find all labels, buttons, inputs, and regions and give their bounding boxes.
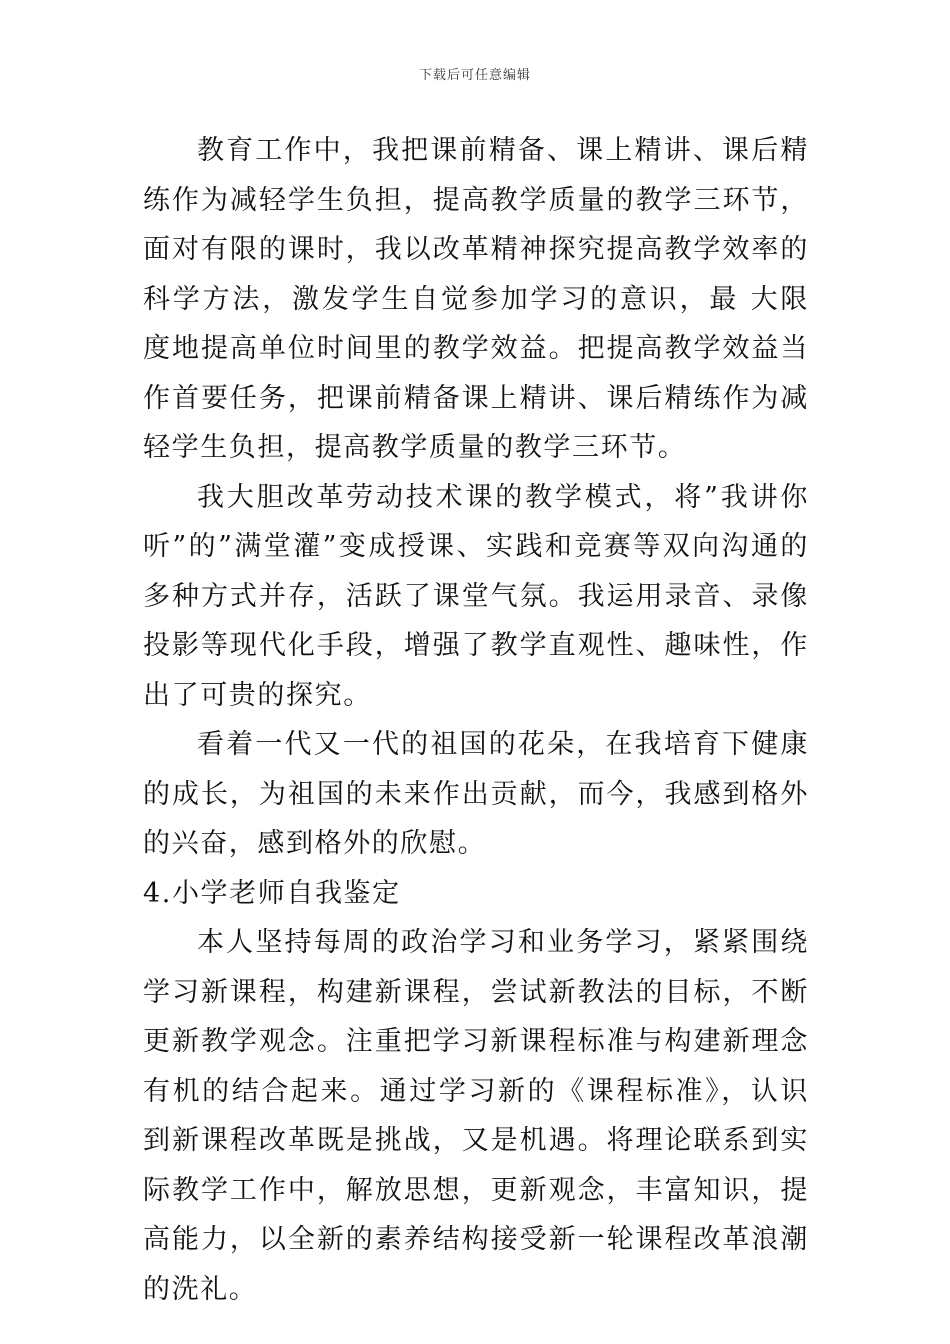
paragraph-teaching-reform: 我大胆改革劳动技术课的教学模式，将”我讲你听”的”满堂灌”变成授课、实践和竞赛等双向沟通的多种方式并存，活跃了课堂气氛。我运用录音、录像投影等现代化手段，增强了教学直观性、趣味性，作出了可贵的探究。 — [143, 481, 809, 711]
paragraph-teaching-method: 教育工作中，我把课前精备、课上精讲、课后精练作为减轻学生负担，提高教学质量的教学三环节，面对有限的课时，我以改革精神探究提高教学效率的科学方法，激发学生自觉参加学习的意识，最 大限度地提高单位时间里的教学效益。把提高教学效益当作首要任务，把课前精备课上精讲、课后精练作为减轻学生负担，提高教学质量的教学三环节。 — [143, 135, 809, 463]
paragraph-self-assessment: 本人坚持每周的政治学习和业务学习，紧紧围绕学习新课程，构建新课程，尝试新教法的目标，不断更新教学观念。注重把学习新课程标准与构建新理念有机的结合起来。通过学习新的《课程标准》，认识到新课程改革既是挑战，又是机遇。将理论联系到实际教学工作中，解放思想，更新观念，丰富知识，提高能力，以全新的素养结构接受新一轮课程改革浪潮的洗礼。 — [143, 927, 809, 1305]
page-header-note: 下载后可任意编辑 — [418, 68, 531, 83]
paragraph-reflection: 看着一代又一代的祖国的花朵，在我培育下健康的成长，为祖国的未来作出贡献，而今，我感到格外的兴奋，感到格外的欣慰。 — [143, 729, 809, 859]
section-heading: 4.小学老师自我鉴定 — [143, 877, 401, 909]
document-body — [143, 126, 809, 1314]
